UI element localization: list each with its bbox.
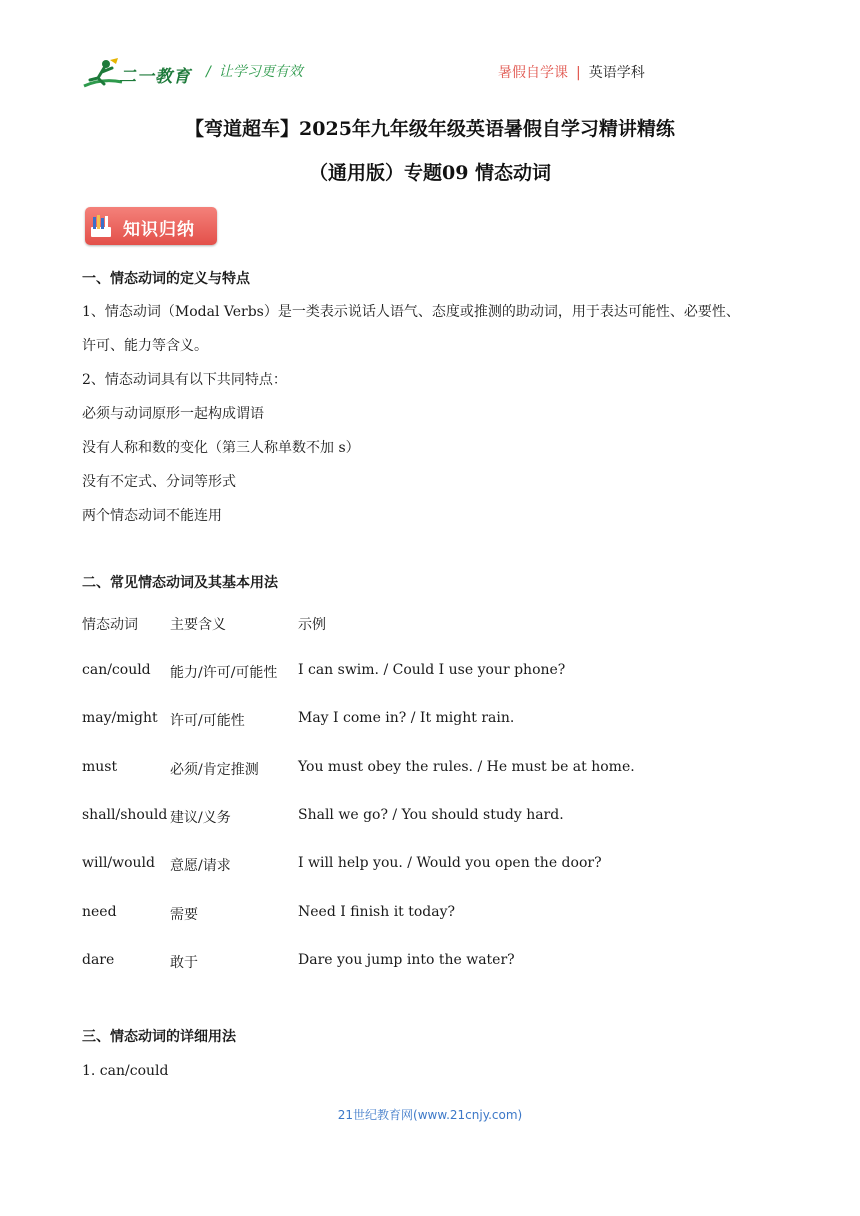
column-header: 示例 bbox=[298, 617, 326, 633]
badge-label: 知识归纳 bbox=[123, 220, 195, 240]
logo-text: 二一教育 bbox=[119, 67, 191, 87]
section3-item: 1. can/could bbox=[82, 1063, 169, 1079]
header-course-info bbox=[498, 62, 645, 82]
table-cell: need bbox=[82, 904, 117, 920]
table-cell: will/would bbox=[82, 855, 156, 871]
table-cell: must bbox=[82, 759, 118, 775]
section3-heading: 三、情态动词的详细用法 bbox=[82, 1029, 236, 1045]
feature-item: 必须与动词原形一起构成谓语 bbox=[82, 406, 264, 422]
table-row bbox=[82, 952, 782, 972]
section-badge bbox=[85, 207, 217, 245]
table-row bbox=[82, 662, 782, 682]
table-row bbox=[82, 904, 782, 924]
table-cell: I can swim. / Could I use your phone? bbox=[298, 662, 566, 678]
table-cell: Need I finish it today? bbox=[298, 904, 456, 920]
section1-heading: 一、情态动词的定义与特点 bbox=[82, 271, 250, 287]
table-cell: shall/should bbox=[82, 807, 168, 823]
table-cell: You must obey the rules. / He must be at home. bbox=[298, 759, 635, 775]
book-icon bbox=[90, 213, 112, 239]
section1-paragraph1-line2: 许可、能力等含义。 bbox=[82, 338, 208, 354]
page-title-line1: 【弯道超车】2025年九年级年级英语暑假自学习精讲精练 bbox=[185, 118, 675, 140]
table-row bbox=[82, 710, 782, 730]
table-cell: May I come in? / It might rain. bbox=[298, 710, 515, 726]
table-cell: 意愿/请求 bbox=[170, 858, 231, 874]
column-header: 主要含义 bbox=[170, 617, 226, 633]
table-cell: 必须/肯定推测 bbox=[170, 762, 259, 778]
header-separator: | bbox=[576, 65, 581, 81]
table-cell: 能力/许可/可能性 bbox=[170, 665, 278, 681]
table-cell: dare bbox=[82, 952, 115, 968]
table-row bbox=[82, 855, 782, 875]
table-cell: Dare you jump into the water? bbox=[298, 952, 515, 968]
slash-divider: / bbox=[206, 64, 211, 80]
footer-source-link[interactable]: 21世纪教育网(www.21cnjy.com) bbox=[337, 1108, 523, 1122]
table-cell: 建议/义务 bbox=[170, 810, 231, 826]
table-row bbox=[82, 759, 782, 779]
feature-item: 没有不定式、分词等形式 bbox=[82, 474, 236, 490]
section1-paragraph2: 2、情态动词具有以下共同特点： bbox=[82, 372, 287, 388]
table-cell: 许可/可能性 bbox=[170, 713, 245, 729]
course-label: 暑假自学课 bbox=[498, 65, 568, 81]
table-row bbox=[82, 807, 782, 827]
table-cell: may/might bbox=[82, 710, 158, 726]
table-cell: can/could bbox=[82, 662, 151, 678]
table-cell: I will help you. / Would you open the door? bbox=[298, 855, 602, 871]
section1-paragraph1-line1: 1、情态动词（Modal Verbs）是一类表示说话人语气、态度或推测的助动词，用于表达可能性、必要性、 bbox=[82, 304, 740, 320]
table-cell: 敢于 bbox=[170, 955, 198, 971]
feature-item: 两个情态动词不能连用 bbox=[82, 508, 222, 524]
subject-label: 英语学科 bbox=[588, 65, 645, 81]
section2-heading: 二、常见情态动词及其基本用法 bbox=[82, 575, 278, 591]
table-cell: Shall we go? / You should study hard. bbox=[298, 807, 564, 823]
slogan-text: 让学习更有效 bbox=[218, 64, 303, 80]
table-cell: 需要 bbox=[170, 907, 198, 923]
table-header-row bbox=[82, 614, 782, 634]
slogan bbox=[206, 61, 303, 81]
page-title-line2: （通用版）专题09 情态动词 bbox=[308, 162, 552, 184]
feature-item: 没有人称和数的变化（第三人称单数不加 s） bbox=[82, 440, 360, 456]
column-header: 情态动词 bbox=[82, 617, 138, 633]
